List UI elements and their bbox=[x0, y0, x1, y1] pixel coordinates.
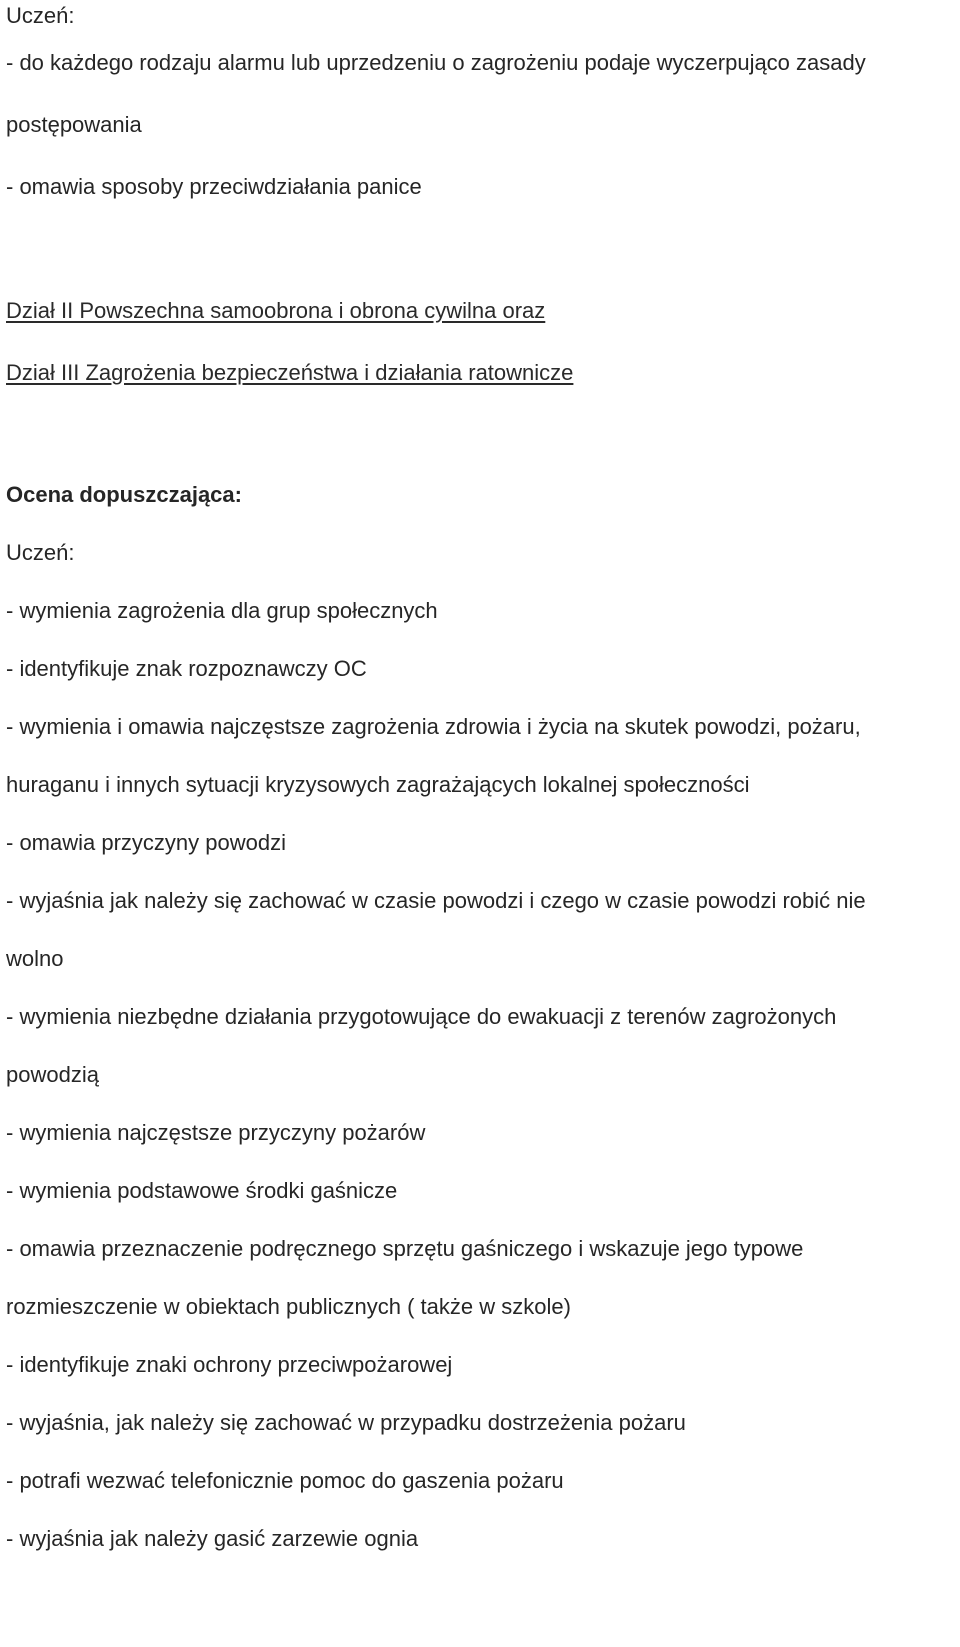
grade-student-label: Uczeń: bbox=[6, 540, 75, 565]
grade-item: - wymienia podstawowe środki gaśnicze bbox=[6, 1178, 398, 1203]
grade-item: - wymienia najczęstsze przyczyny pożarów bbox=[6, 1120, 426, 1145]
grade-item: - identyfikuje znaki ochrony przeciwpożarowej bbox=[6, 1352, 453, 1377]
grade-item: - wymienia i omawia najczęstsze zagrożenia zdrowia i życia na skutek powodzi, pożaru, bbox=[6, 714, 861, 739]
grade-item: - wyjaśnia, jak należy się zachować w przypadku dostrzeżenia pożaru bbox=[6, 1410, 686, 1435]
grade-item: - potrafi wezwać telefonicznie pomoc do gaszenia pożaru bbox=[6, 1468, 564, 1493]
grade-item: - omawia przyczyny powodzi bbox=[6, 830, 286, 855]
intro-item: postępowania bbox=[6, 112, 142, 137]
section-heading-2-text: Dział III Zagrożenia bezpieczeństwa i działania ratownicze bbox=[6, 360, 574, 385]
grade-item: - omawia przeznaczenie podręcznego sprzętu gaśniczego i wskazuje jego typowe bbox=[6, 1236, 804, 1261]
grade-item: - wyjaśnia jak należy gasić zarzewie ognia bbox=[6, 1526, 419, 1551]
grade-item: rozmieszczenie w obiektach publicznych ( także w szkole) bbox=[6, 1294, 571, 1319]
section-heading-1 bbox=[6, 280, 956, 342]
grade-item: - identyfikuje znak rozpoznawczy OC bbox=[6, 656, 367, 681]
grade-item: - wyjaśnia jak należy się zachować w czasie powodzi i czego w czasie powodzi robić nie bbox=[6, 888, 866, 913]
intro-item: - omawia sposoby przeciwdziałania panice bbox=[6, 174, 422, 199]
intro-student-label: Uczeń: bbox=[6, 3, 75, 28]
intro-item: - do każdego rodzaju alarmu lub uprzedzeniu o zagrożeniu podaje wyczerpująco zasady bbox=[6, 50, 866, 75]
blank-space bbox=[6, 218, 956, 280]
grade-title: Ocena dopuszczająca: bbox=[6, 482, 242, 507]
section-heading-2 bbox=[6, 342, 956, 404]
grade-item: huraganu i innych sytuacji kryzysowych zagrażających lokalnej społeczności bbox=[6, 772, 750, 797]
grade-item: wolno bbox=[6, 946, 64, 971]
grade-item: - wymienia zagrożenia dla grup społecznych bbox=[6, 598, 438, 623]
document-page bbox=[6, 0, 956, 1568]
section-heading-1-text: Dział II Powszechna samoobrona i obrona cywilna oraz bbox=[6, 298, 546, 323]
blank-space bbox=[6, 404, 956, 466]
grade-item: - wymienia niezbędne działania przygotowujące do ewakuacji z terenów zagrożonych bbox=[6, 1004, 837, 1029]
grade-item: powodzią bbox=[6, 1062, 99, 1087]
